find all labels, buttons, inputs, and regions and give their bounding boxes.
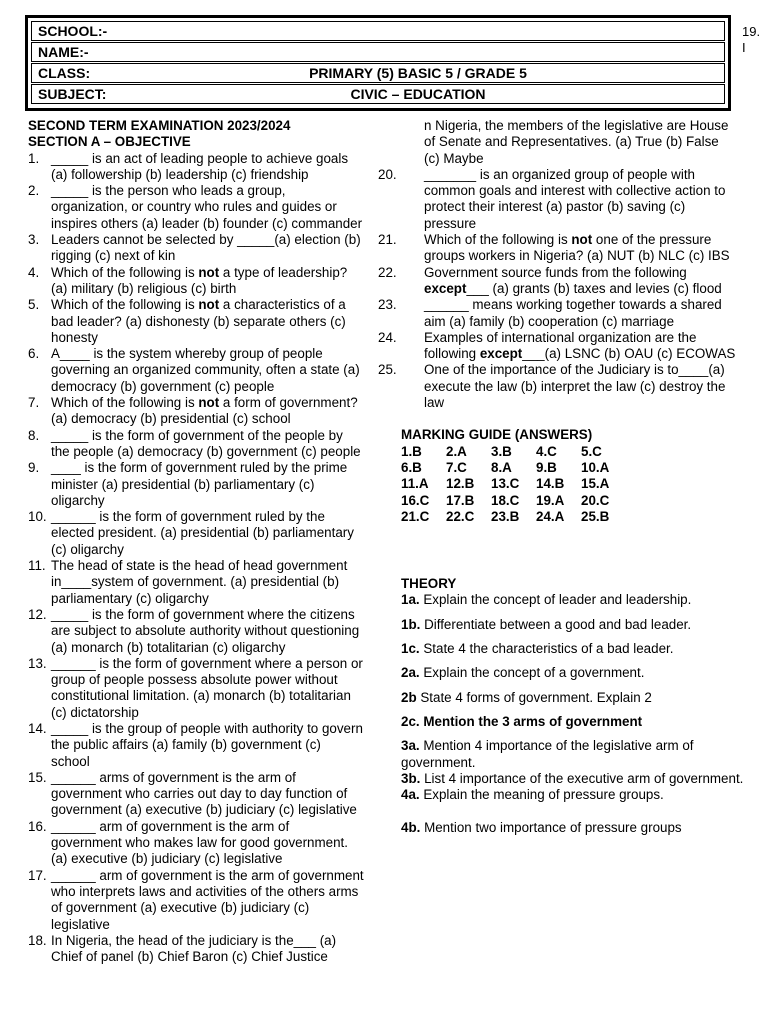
theory-item-id: 4a.: [401, 787, 420, 803]
answer-cell: 4.C: [536, 443, 557, 459]
question-line: _______ is an organized group of people with: [424, 166, 695, 182]
question-number: 5.: [28, 297, 40, 313]
question-22: [378, 264, 751, 298]
question-line: One of the importance of the Judiciary is to____(a): [424, 362, 725, 378]
answer-cell: 9.B: [536, 459, 557, 475]
question-line: the people (a) democracy (b) government (c) people: [51, 443, 361, 459]
question-line: (a) followership (b) leadership (c) friendship: [51, 166, 309, 182]
question-line: (a) executive (b) judiciary (c) legislative: [51, 851, 283, 867]
question-line: ______ arm of government is the arm of: [51, 818, 290, 834]
theory-item: [401, 738, 751, 771]
question-line: ______ is the form of government ruled by the: [51, 509, 325, 525]
question-25: [378, 362, 751, 411]
question-line: protect their interest (a) pastor (b) saving (c): [424, 199, 686, 215]
question-line: n Nigeria, the members of the legislative are House: [424, 118, 729, 133]
question-line: aim (a) family (b) cooperation (c) marriage: [424, 313, 675, 329]
question-15: [28, 770, 378, 819]
question-line: are subject to absolute authority without questioning: [51, 623, 360, 639]
question-12: [28, 607, 378, 656]
question-line: _____ is the form of government of the people by: [51, 427, 343, 443]
theory-item-id: 3b.: [401, 770, 421, 786]
question-line: (c) dictatorship: [51, 704, 139, 720]
theory-item-text: Mention two importance of pressure groups: [420, 820, 682, 836]
theory-item-id: 3a.: [401, 738, 420, 754]
question-line: The head of state is the head of head government: [51, 558, 348, 574]
question-text: Which of the following is: [51, 264, 199, 280]
question-line: [424, 346, 751, 362]
school-label: SCHOOL:-: [38, 23, 108, 39]
answer-cell: 25.B: [581, 508, 610, 524]
answer-cell: 8.A: [491, 459, 512, 475]
marking-guide-title: MARKING GUIDE (ANSWERS): [401, 427, 593, 443]
question-23: [378, 297, 751, 330]
class-row: [31, 63, 725, 83]
answer-cell: 7.C: [446, 459, 467, 475]
question-line: Examples of international organization are the: [424, 329, 697, 345]
question-4: [28, 265, 378, 298]
theory-item: [401, 617, 751, 633]
question-number: 9.: [28, 460, 40, 476]
question-number: 18.: [28, 932, 47, 948]
left-column: [28, 118, 378, 965]
question-line: constitutional limitation. (a) monarch (b) totalitarian: [51, 688, 351, 704]
margin-note-line: I: [742, 40, 746, 55]
question-11: [28, 558, 378, 607]
question-line: government who carries out day to day function of: [51, 786, 348, 802]
question-line: Leaders cannot be selected by _____(a) election (b): [51, 232, 361, 248]
question-text: Which of the following is: [424, 232, 572, 248]
question-number: 24.: [378, 329, 397, 345]
subject-row: [31, 84, 725, 104]
question-line: government who makes law for good government.: [51, 835, 348, 851]
theory-item: [401, 665, 751, 681]
question-line: [51, 265, 378, 281]
question-line: pressure: [424, 215, 477, 231]
answer-cell: 5.C: [581, 443, 602, 459]
theory-item-text: State 4 forms of government. Explain 2: [416, 689, 652, 705]
question-21: [378, 232, 751, 265]
question-line: ______ arm of government is the arm of government: [51, 867, 364, 883]
question-line: inspires others (a) leader (b) founder (c) commander: [51, 215, 363, 231]
answer-cell: 17.B: [446, 492, 475, 508]
question-20: [378, 166, 751, 232]
question-number: 12.: [28, 606, 47, 622]
question-line: _____ is the group of people with authority to govern: [51, 720, 363, 736]
school-row: [31, 21, 725, 41]
answer-cell: 21.C: [401, 508, 430, 524]
question-text: Which of the following is: [51, 395, 199, 411]
question-number: 8.: [28, 427, 40, 443]
theory-item-id: 4b.: [401, 820, 421, 836]
answer-cell: 22.C: [446, 508, 475, 524]
question-line: of Senate and Representatives. (a) True (b) False: [424, 134, 719, 150]
theory-item: [401, 820, 751, 836]
question-number: 17.: [28, 867, 47, 883]
question-number: 20.: [378, 166, 397, 182]
question-line: Chief of panel (b) Chief Baron (c) Chief Justice: [51, 949, 328, 965]
question-text: a type of leadership?: [219, 264, 348, 280]
question-line: _____ is an act of leading people to achieve goals: [51, 150, 349, 166]
question-line: organization, or country who rules and guides or: [51, 199, 337, 215]
emphasis-text: not: [571, 232, 593, 248]
question-line: who interprets laws and activities of the others arms: [51, 883, 359, 899]
question-line: (c) oligarchy: [51, 541, 124, 557]
question-3: [28, 232, 378, 265]
question-line: [51, 395, 378, 411]
question-line: government (a) executive (b) judiciary (c) legislative: [51, 802, 357, 818]
theory-item-text: Explain the meaning of pressure groups.: [419, 787, 664, 803]
question-6: [28, 346, 378, 395]
theory-title: THEORY: [401, 576, 457, 592]
question-line: ______ is the form of government where a person or: [51, 655, 363, 671]
question-line: (a) monarch (b) totalitarian (c) oligarchy: [51, 639, 286, 655]
emphasis-text: not: [198, 297, 220, 313]
question-line: [51, 297, 378, 313]
answers-row: [401, 509, 626, 525]
answer-cell: 2.A: [446, 443, 467, 459]
margin-note-line: 19.: [742, 24, 761, 39]
question-line: in____system of government. (a) presidential (b): [51, 574, 340, 590]
answer-cell: 13.C: [491, 476, 520, 492]
question-number: 16.: [28, 818, 47, 834]
exam-title: SECOND TERM EXAMINATION 2023/2024: [28, 118, 291, 133]
theory-item-id: 1b.: [401, 616, 421, 632]
question-text: ___(a) LSNC (b) OAU (c) ECOWAS: [522, 346, 736, 362]
question-line: minister (a) presidential (b) parliamentary (c): [51, 476, 315, 492]
question-13: [28, 656, 378, 721]
question-19-continued: [401, 118, 751, 167]
question-2: [28, 183, 378, 232]
question-line: oligarchy: [51, 492, 105, 508]
question-line: democracy (b) government (c) people: [51, 378, 275, 394]
question-number: 22.: [378, 264, 397, 280]
answer-cell: 16.C: [401, 492, 430, 508]
answers-row: [401, 476, 626, 492]
answers-row: [401, 493, 626, 509]
theory-item-id: 2b: [401, 689, 417, 705]
question-18: [28, 933, 378, 966]
question-line: parliamentary (c) oligarchy: [51, 590, 209, 606]
margin-note: [742, 24, 760, 56]
question-1: [28, 151, 378, 184]
theory-item-id: 1c.: [401, 641, 420, 657]
question-9: [28, 460, 378, 509]
theory-item-id: 2c.: [401, 713, 420, 729]
question-line: ______ arms of government is the arm of: [51, 769, 296, 785]
answer-cell: 12.B: [446, 476, 475, 492]
emphasis-text: except: [479, 346, 523, 362]
question-number: 1.: [28, 150, 40, 166]
emphasis-text: except: [424, 280, 467, 296]
question-24: [378, 329, 751, 363]
answer-cell: 19.A: [536, 492, 565, 508]
question-line: group of people possess absolute power without: [51, 672, 338, 688]
question-line: law: [424, 395, 445, 411]
theory-item-text: List 4 importance of the executive arm of government.: [420, 770, 744, 786]
theory-item-id: 2a.: [401, 665, 420, 681]
question-8: [28, 428, 378, 461]
question-line: _____ is the form of government where the citizens: [51, 606, 355, 622]
answer-cell: 15.A: [581, 476, 610, 492]
question-line: bad leader? (a) dishonesty (b) separate others (c): [51, 313, 346, 329]
question-14: [28, 721, 378, 770]
answer-cell: 11.A: [401, 476, 429, 492]
question-number: 25.: [378, 362, 397, 378]
question-number: 14.: [28, 720, 47, 736]
question-text: a characteristics of a: [219, 297, 346, 313]
question-line: school: [51, 753, 90, 769]
question-line: [424, 232, 751, 248]
question-number: 21.: [378, 232, 397, 248]
question-line: the public affairs (a) family (b) government (c): [51, 737, 321, 753]
question-line: governing an organized community, often a state (a): [51, 362, 360, 378]
section-title: SECTION A – OBJECTIVE: [28, 134, 191, 150]
header-box: [25, 15, 731, 111]
theory-item: [401, 787, 751, 803]
answer-cell: 10.A: [581, 459, 610, 475]
question-line: of government (a) executive (b) judiciary (c): [51, 900, 310, 916]
question-16: [28, 819, 378, 868]
question-line: [424, 281, 751, 297]
question-line: In Nigeria, the head of the judiciary is the___ (a): [51, 932, 337, 948]
question-number: 11.: [28, 558, 46, 574]
answer-cell: 18.C: [491, 492, 520, 508]
theory-item: [401, 690, 751, 706]
question-number: 13.: [28, 655, 47, 671]
question-text: ___ (a) grants (b) taxes and levies (c) flood: [466, 280, 722, 296]
question-line: (a) military (b) religious (c) birth: [51, 280, 237, 296]
class-label: CLASS:: [38, 65, 91, 81]
question-line: Government source funds from the following: [424, 264, 687, 280]
question-line: execute the law (b) interpret the law (c) destroy the: [424, 378, 726, 394]
answer-cell: 6.B: [401, 459, 422, 475]
question-line: (c) Maybe: [424, 150, 484, 166]
answer-cell: 1.B: [401, 443, 422, 459]
question-number: 6.: [28, 346, 40, 362]
theory-item: [401, 771, 751, 787]
theory-item-id: 1a.: [401, 592, 420, 608]
name-label: NAME:-: [38, 44, 89, 60]
answers-row: [401, 444, 626, 460]
theory-item-text: Differentiate between a good and bad leader.: [420, 616, 692, 632]
question-line: rigging (c) next of kin: [51, 248, 176, 264]
answer-cell: 14.B: [536, 476, 565, 492]
answer-cell: 24.A: [536, 508, 565, 524]
theory-item: [401, 714, 751, 730]
question-number: 3.: [28, 232, 40, 248]
theory-item-text: Mention 4 importance of the legislative arm of government.: [401, 738, 694, 770]
question-10: [28, 509, 378, 558]
theory-item: [401, 641, 751, 657]
question-5: [28, 297, 378, 346]
question-17: [28, 868, 378, 933]
question-line: ____ is the form of government ruled by the prime: [51, 460, 348, 476]
answer-cell: 23.B: [491, 508, 520, 524]
question-line: ______ means working together towards a shared: [424, 297, 722, 313]
theory-item-text: Explain the concept of a government.: [419, 665, 645, 681]
question-text: a form of government?: [219, 395, 358, 411]
question-number: 23.: [378, 297, 397, 313]
question-line: (a) democracy (b) presidential (c) school: [51, 411, 291, 427]
question-line: _____ is the person who leads a group,: [51, 183, 286, 199]
question-text: Which of the following is: [51, 297, 199, 313]
question-text: one of the pressure: [592, 232, 712, 248]
question-number: 15.: [28, 769, 47, 785]
question-number: 10.: [28, 509, 47, 525]
theory-item-text: State 4 the characteristics of a bad leader.: [419, 641, 674, 657]
question-line: common goals and interest with collective action to: [424, 183, 726, 199]
question-line: groups workers in Nigeria? (a) NUT (b) NLC (c) IBS: [424, 248, 730, 264]
theory-item: [401, 592, 751, 608]
question-number: 7.: [28, 395, 40, 411]
question-number: 4.: [28, 264, 40, 280]
right-column: [378, 118, 751, 837]
class-value: PRIMARY (5) BASIC 5 / GRADE 5: [309, 65, 527, 81]
answer-cell: 3.B: [491, 443, 512, 459]
name-row: [31, 42, 725, 62]
theory-item-text: Explain the concept of leader and leadership.: [419, 592, 692, 608]
answer-cell: 20.C: [581, 492, 610, 508]
emphasis-text: not: [198, 264, 220, 280]
question-line: legislative: [51, 916, 110, 932]
question-text: following: [424, 346, 480, 362]
emphasis-text: not: [198, 395, 220, 411]
question-7: [28, 395, 378, 428]
question-line: A____ is the system whereby group of people: [51, 346, 323, 362]
theory-item-text: Mention the 3 arms of government: [419, 713, 643, 729]
question-line: elected president. (a) presidential (b) parliamentary: [51, 525, 354, 541]
question-number: 2.: [28, 183, 40, 199]
question-line: honesty: [51, 329, 98, 345]
subject-value: CIVIC – EDUCATION: [350, 86, 486, 102]
answers-table: [401, 444, 626, 525]
subject-label: SUBJECT:: [38, 86, 107, 102]
answers-row: [401, 460, 626, 476]
